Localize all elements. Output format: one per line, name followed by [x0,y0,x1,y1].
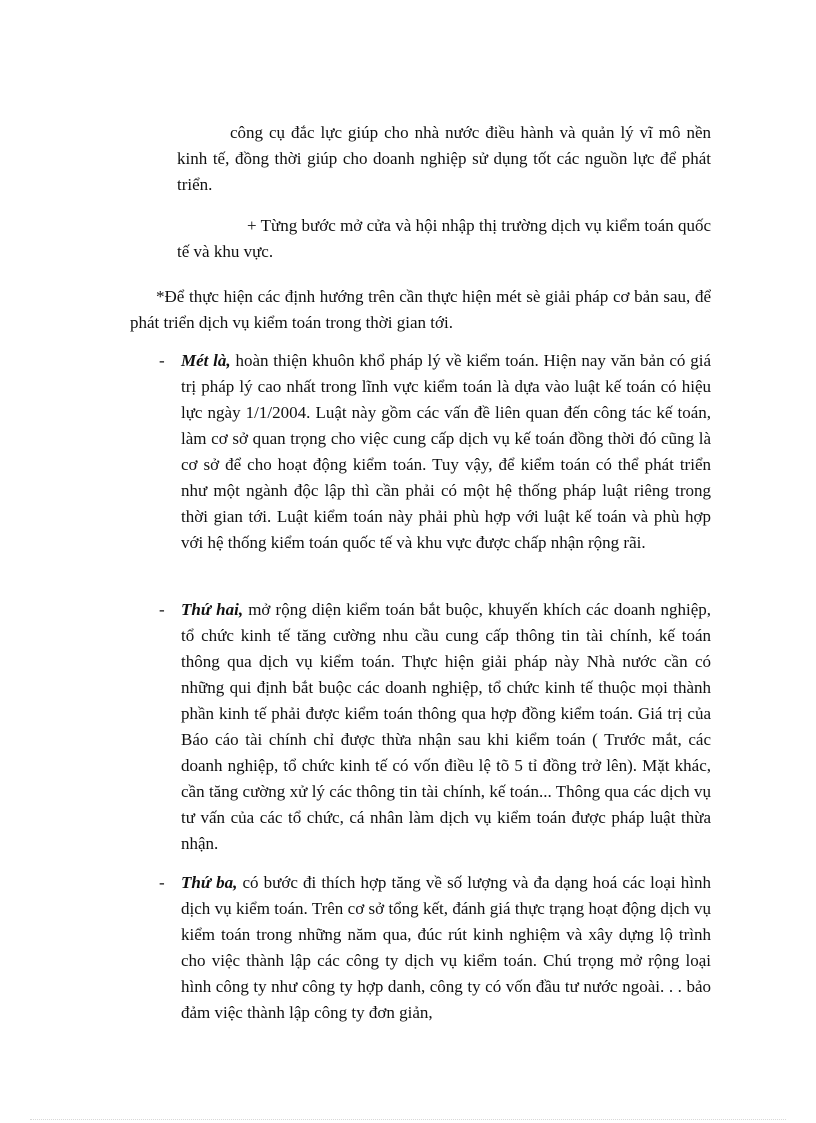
list-item-body [181,597,711,857]
list-item-lead: Thứ ba, [181,873,238,892]
list-item-body [181,348,711,556]
list-item-lead: Mét là, [181,351,231,370]
paragraph-continuation: công cụ đắc lực giúp cho nhà nước điều hành và quản lý vĩ mô nền kinh tế, đồng thời giúp cho doanh nghiệp sử dụng tốt các nguồn lực để phát triển. [177,123,711,194]
list-bullet: - [159,351,165,370]
list-item-text: có bước đi thích hợp tăng về số lượng và đa dạng hoá các loại hình dịch vụ kiểm toán. Trên cơ sở tổng kết, đánh giá thực trạng hoạt động dịch vụ kiểm toán trong những năm qua, đúc rút kinh nghiệm và xây dựng lộ trình cho việc thành lập các công ty dịch vụ kiểm toán. Chú trọng mở rộng loại hình công ty như công ty hợp danh, công ty có vốn đầu tư nước ngoài. . . bảo đảm việc thành lập công ty đơn giản, [181,873,711,1022]
list-item-body [181,870,711,1026]
paragraph-solutions-intro: *Để thực hiện các định hướng trên cần thực hiện mét sè giải pháp cơ bản sau, để phát triển dịch vụ kiểm toán trong thời gian tới. [130,287,711,332]
page-bottom-divider [30,1119,786,1120]
list-item-lead: Thứ hai, [181,600,244,619]
list-item-text: mở rộng diện kiểm toán bắt buộc, khuyến khích các doanh nghiệp, tổ chức kinh tế tăng cường nhu cầu cung cấp thông tin tài chính, kế toán thông qua dịch vụ kiểm toán. Thực hiện giải pháp này Nhà nước cần có những qui định bắt buộc các doanh nghiệp, tổ chức kinh tế thuộc mọi thành phần kinh tế phải được kiểm toán thông qua hợp đồng kiểm toán. Giá trị của Báo cáo tài chính chỉ được thừa nhận sau khi kiểm toán ( Trước mắt, các doanh nghiệp, tổ chức kinh tế có vốn điều lệ tõ 5 tỉ đồng trở lên). Mặt khác, cần tăng cường xử lý các thông tin tài chính, kế toán... Thông qua các dịch vụ tư vấn của các tổ chức, cá nhân làm dịch vụ kiểm toán được pháp luật thừa nhận. [181,600,712,853]
list-bullet: - [159,600,165,619]
paragraph-open-market: + Từng bước mở cửa và hội nhập thị trường dịch vụ kiểm toán quốc tế và khu vực. [177,216,711,261]
list-bullet: - [159,873,165,892]
list-item-text: hoàn thiện khuôn khổ pháp lý về kiểm toán. Hiện nay văn bản có giá trị pháp lý cao nhất trong lĩnh vực kiểm toán là dựa vào luật kế toán có hiệu lực ngày 1/1/2004. Luật này gồm các vấn đề liên quan đến công tác kế toán, làm cơ sở quan trọng cho việc cung cấp dịch vụ kế toán đồng thời đó cũng là cơ sở để cho hoạt động kiểm toán. Tuy vậy, để kiểm toán có thể phát triển như một ngành độc lập thì cần phải có một hệ thống pháp luật riêng trong thời gian tới. Luật kiểm toán này phải phù hợp với luật kế toán và phù hợp với hệ thống kiểm toán quốc tế và khu vực được chấp nhận rộng rãi. [181,351,711,552]
